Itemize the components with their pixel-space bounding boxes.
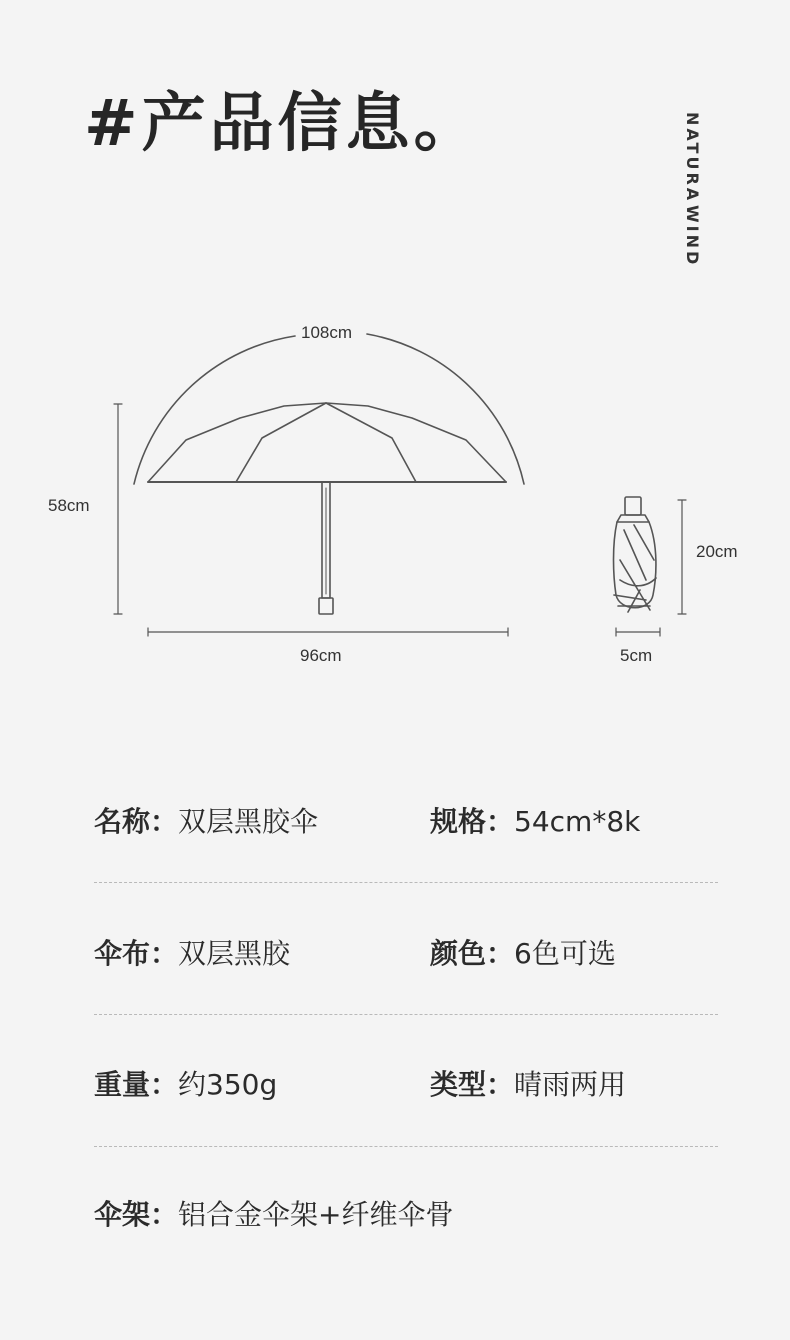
spec-weight-value: 约350g [178, 1068, 278, 1101]
spec-name-label: 名称： [94, 805, 179, 838]
brand-line-natura: NATURA [683, 112, 702, 204]
divider [94, 1146, 718, 1147]
spec-color-value: 6色可选 [514, 937, 616, 970]
spec-size [430, 800, 640, 840]
spec-weight [94, 1063, 277, 1103]
spec-row-4 [94, 1193, 718, 1253]
spec-size-value: 54cm*8k [514, 805, 641, 838]
spec-row-2 [94, 932, 718, 992]
umbrella-dimension-diagram [0, 300, 790, 680]
divider [94, 882, 718, 883]
arc-length-label: 108cm [301, 323, 353, 342]
brand-line-wind: WIND [683, 205, 702, 268]
height-label: 58cm [48, 496, 90, 515]
spec-weight-label: 重量： [94, 1068, 179, 1101]
spec-name-value: 双层黑胶伞 [178, 805, 319, 838]
folded-width-label: 5cm [620, 646, 653, 665]
spec-type-label: 类型： [430, 1068, 515, 1101]
width-label: 96cm [300, 646, 342, 665]
spec-frame-value: 铝合金伞架+纤维伞骨 [178, 1198, 454, 1231]
height-dimension-line [114, 404, 122, 614]
spec-size-label: 规格： [430, 805, 515, 838]
spec-row-1 [94, 800, 718, 860]
umbrella-canopy [148, 403, 506, 482]
spec-fabric-value: 双层黑胶 [178, 937, 291, 970]
spec-frame-label: 伞架： [94, 1198, 179, 1231]
page-title: #产品信息。 [84, 87, 482, 161]
folded-length-dimension-line [678, 500, 686, 614]
folded-width-dimension-line [616, 628, 660, 636]
divider [94, 1014, 718, 1015]
spec-fabric-label: 伞布： [94, 937, 179, 970]
spec-fabric [94, 932, 290, 972]
spec-name [94, 800, 318, 840]
folded-umbrella [614, 497, 657, 612]
spec-type-value: 晴雨两用 [514, 1068, 627, 1101]
spec-type [430, 1063, 626, 1103]
width-dimension-line [148, 628, 508, 636]
spec-color [430, 932, 616, 972]
spec-row-3 [94, 1063, 718, 1123]
brand-logo-text [683, 112, 701, 267]
spec-frame [94, 1193, 453, 1233]
folded-length-label: 20cm [696, 542, 738, 561]
spec-color-label: 颜色： [430, 937, 515, 970]
umbrella-handle [319, 598, 333, 614]
